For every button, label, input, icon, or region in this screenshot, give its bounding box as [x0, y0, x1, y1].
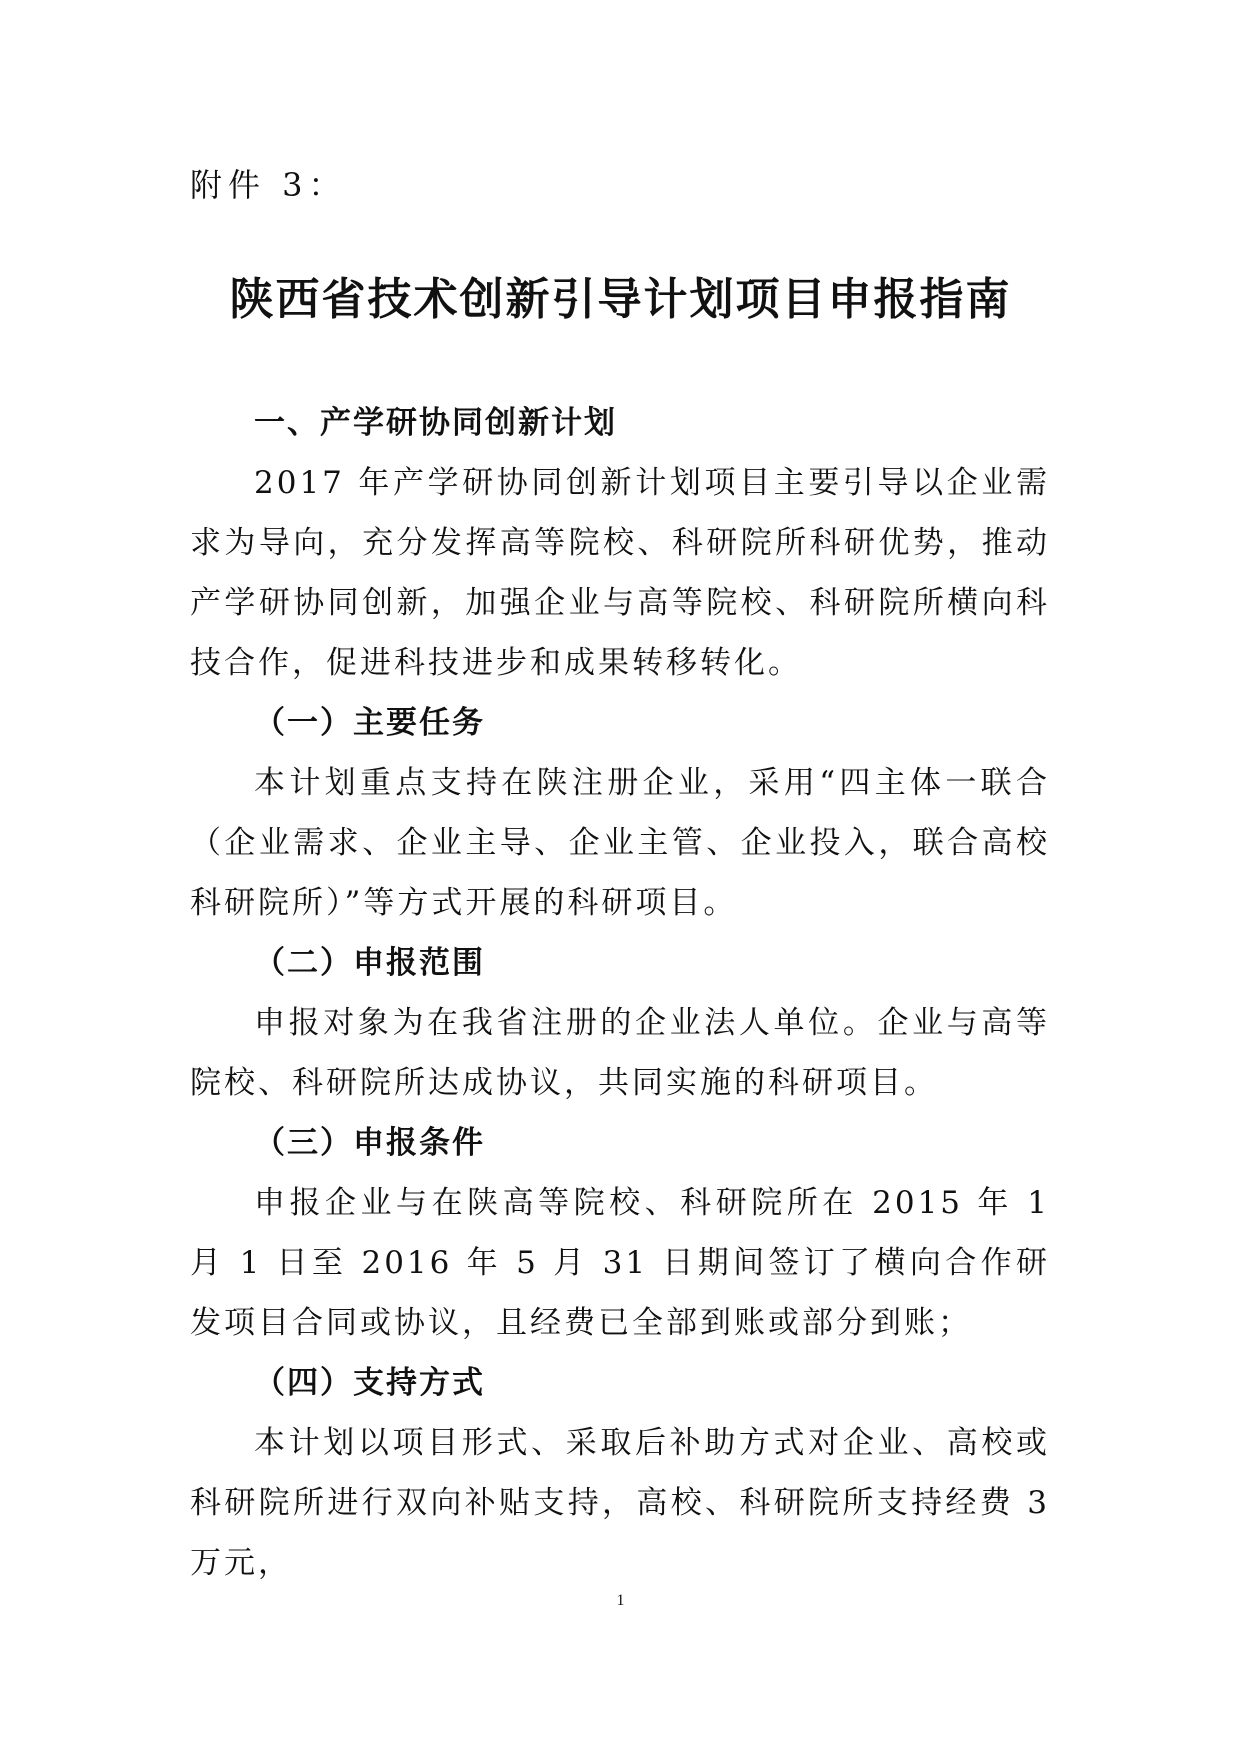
paragraph-scope: 申报对象为在我省注册的企业法人单位。企业与高等院校、科研院所达成协议，共同实施的科研项目。 — [190, 1005, 1050, 1101]
page-number: 1 — [616, 1592, 625, 1609]
paragraph-main-tasks: 本计划重点支持在陕注册企业，采用“四主体一联合（企业需求、企业主导、企业主管、企业投入，联合高校科研院所）”等方式开展的科研项目。 — [190, 765, 1050, 921]
subsection-heading-main-tasks: （一）主要任务 — [254, 705, 485, 741]
section-intro-paragraph: 2017 年产学研协同创新计划项目主要引导以企业需求为导向，充分发挥高等院校、科研院所科研优势，推动产学研协同创新，加强企业与高等院校、科研院所横向科技合作，促进科技进步和成果转移转化。 — [190, 465, 1050, 681]
section-heading: 一、产学研协同创新计划 — [254, 405, 617, 441]
subsection-heading-support-method: （四）支持方式 — [254, 1365, 485, 1401]
document-title: 陕西省技术创新引导计划项目申报指南 — [229, 274, 1012, 325]
paragraph-conditions: 申报企业与在陕高等院校、科研院所在 2015 年 1 月 1 日至 2016 年 5 月 31 日期间签订了横向合作研发项目合同或协议，且经费已全部到账或部分到账； — [190, 1185, 1050, 1341]
document-body — [190, 393, 1050, 1593]
subsection-heading-conditions: （三）申报条件 — [254, 1125, 485, 1161]
attachment-label: 附件 3： — [190, 166, 347, 204]
subsection-heading-scope: （二）申报范围 — [254, 945, 485, 981]
paragraph-support-method: 本计划以项目形式、采取后补助方式对企业、高校或科研院所进行双向补贴支持，高校、科研院所支持经费 3 万元， — [190, 1425, 1050, 1581]
